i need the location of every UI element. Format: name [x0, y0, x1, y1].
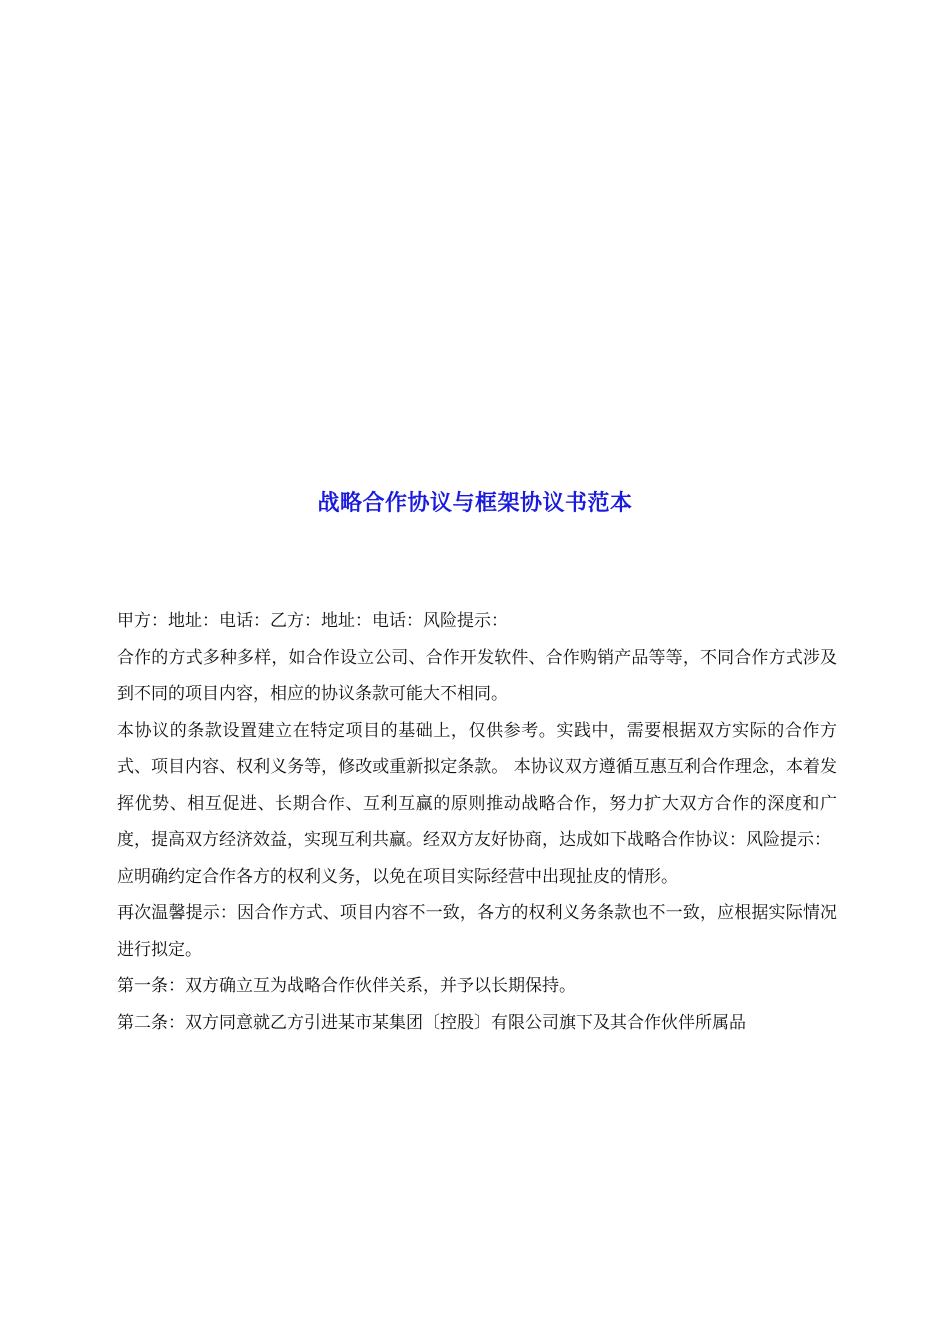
paragraph-parties: 甲方：地址：电话：乙方：地址：电话：风险提示：: [117, 611, 508, 631]
paragraph-cooperation-methods: 合作的方式多种多样，如合作设立公司、合作开发软件、合作购销产品等等，不同合作方式涉及到不同的项目内容，相应的协议条款可能大不相同。: [117, 647, 837, 704]
paragraph-article-one: 第一条：双方确立互为战略合作伙伴关系，并予以长期保持。: [117, 976, 576, 996]
document-body: [117, 603, 837, 1041]
document-title: 战略合作协议与框架协议书范本: [317, 491, 633, 516]
paragraph-agreement-basis: 本协议的条款设置建立在特定项目的基础上，仅供参考。实践中，需要根据双方实际的合作方式、项目内容、权利义务等，修改或重新拟定条款。 本协议双方遵循互惠互利合作理念，本着发挥优势、相互促进、长期合作、互利互赢的原则推动战略合作，努力扩大双方合作的深度和广度，提高双方经济效益，实现互利共赢。经双方友好协商，达成如下战略合作协议：风险提示：: [117, 720, 837, 850]
paragraph-rights-obligations: 应明确约定合作各方的权利义务，以免在项目实际经营中出现扯皮的情形。: [117, 866, 678, 887]
paragraph-reminder: 再次温馨提示：因合作方式、项目内容不一致，各方的权利义务条款也不一致，应根据实际情况进行拟定。: [117, 903, 837, 960]
paragraph-article-two: 第二条：双方同意就乙方引进某市某集团〔控股〕有限公司旗下及其合作伙伴所属品: [117, 1012, 746, 1033]
